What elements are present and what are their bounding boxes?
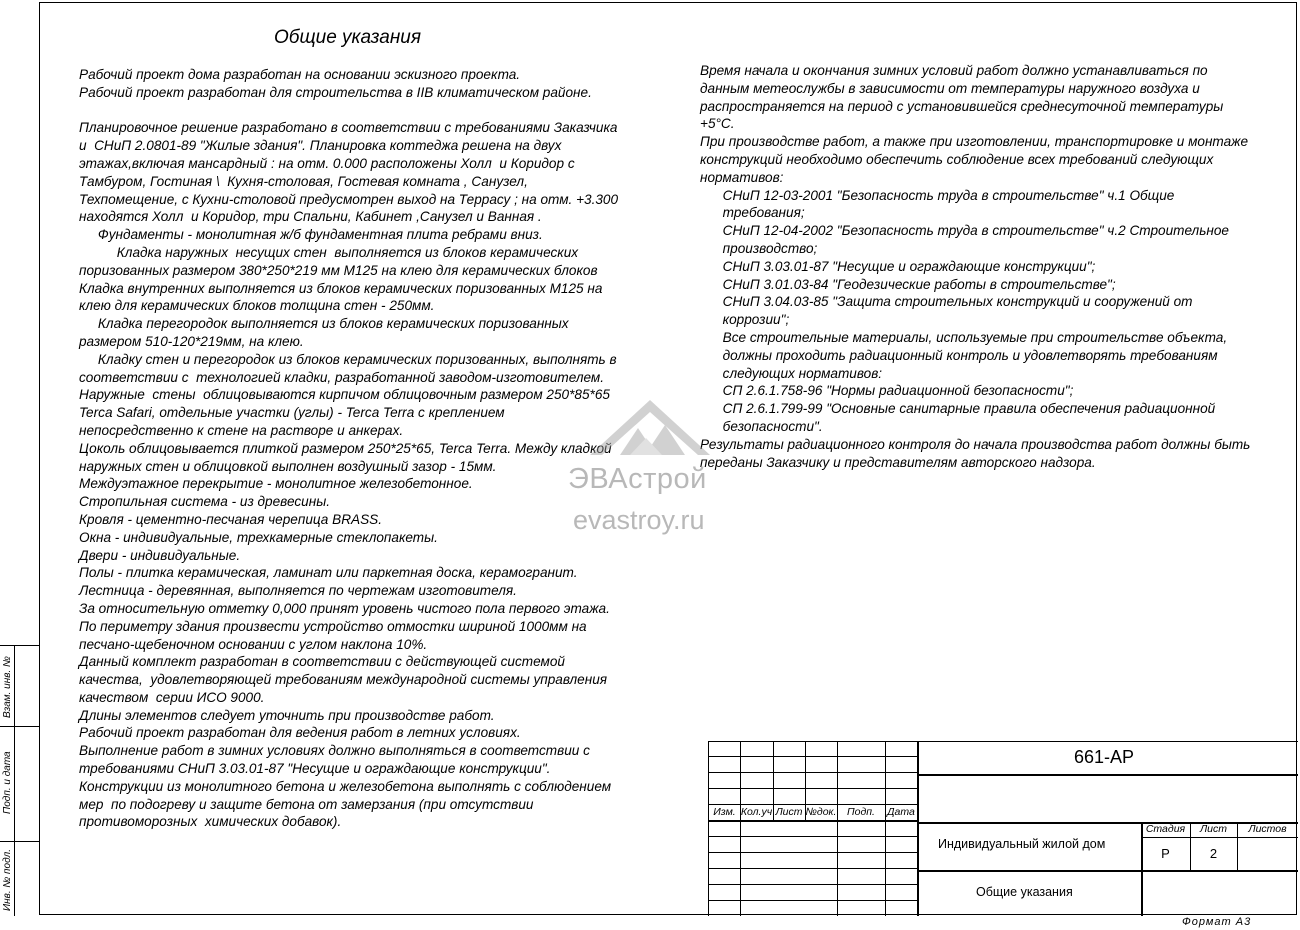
text-line: Техпомещение, с Кухни-столовой предусмотрен выход на Террасу ; на отм. +3.300 [79, 191, 619, 207]
text-line: распространяется на период с установившейся среднесуточной температуры [700, 98, 1224, 114]
text-line: переданы Заказчику и представителям авторского надзора. [700, 454, 1096, 470]
text-line: данным метеослужбы в зависимости от температуры наружного воздуха и [700, 80, 1200, 96]
format-label: Формат А3 [1182, 916, 1252, 928]
sheets-label: Листов [1248, 823, 1287, 835]
text-line: этажах,включая мансардный : на отм. 0.000 расположены Холл и Коридор с [79, 155, 575, 171]
text-line: Все строительные материалы, используемые при строительстве объекта, [700, 329, 1228, 345]
text-line: СНиП 3.03.01-87 "Несущие и ограждающие конструкции"; [700, 258, 1096, 274]
text-line: наружных стен и облицовкой выполнен воздушный зазор - 15мм. [79, 458, 497, 474]
sheet-number: 2 [1209, 846, 1218, 861]
text-line: Полы - плитка керамическая, ламинат или паркетная доска, керамогранит. [79, 565, 578, 581]
text-line: Лестница - деревянная, выполняется по чертежам изготовителя. [79, 583, 517, 599]
text-line: Стропильная система - из древесины. [79, 494, 330, 510]
side-label-inv: Инв. № подл. [2, 848, 13, 911]
text-line: конструкций необходимо обеспечить соблюдение всех требований следующих [700, 151, 1214, 167]
text-line: поризованных размером 380*250*219 мм М125 на клею для керамических блоков [79, 262, 598, 278]
text-line: нормативов: [700, 169, 784, 185]
text-line: Время начала и окончания зимних условий работ должно устанавливаться по [700, 63, 1208, 78]
text-line: Кладка перегородок выполняется из блоков керамических поризованных [79, 316, 569, 332]
stage-label: Стадия [1145, 823, 1186, 835]
header-izm: Изм. [713, 806, 736, 818]
text-line: Наружные стены облицовываются кирпичом облицовочным размером 250*85*65 [79, 387, 610, 403]
header-list: Лист [775, 806, 803, 818]
text-line: Междуэтажное перекрытие - монолитное железобетонное. [79, 476, 473, 492]
text-line: требования; [700, 205, 805, 221]
text-line: Данный комплект разработан в соответствии с действующей системой [79, 654, 565, 670]
text-line: следующих нормативов: [700, 365, 883, 381]
watermark-brand: ЭВАстрой [568, 463, 707, 495]
text-line: непосредственно к стене на растворе и анкерах. [79, 422, 404, 438]
text-line: требованиями СНиП 3.03.01-87 "Несущие и ограждающие конструкции". [79, 761, 551, 777]
text-line: песчано-щебеночном основании с углом наклона 10%. [79, 636, 428, 652]
project-code: 661-АР [1074, 747, 1135, 767]
text-line: Кровля - цементно-песчаная черепица BRASS. [79, 511, 383, 527]
text-line: Конструкции из монолитного бетона и железобетона выполнять с соблюдением [79, 778, 612, 794]
side-label-podp: Подп. и дата [2, 751, 13, 814]
header-kol-uch: Кол.уч [740, 806, 773, 818]
side-divider [0, 726, 39, 727]
header-podp: Подп. [847, 806, 875, 818]
header-data: Дата [887, 806, 915, 818]
text-line: СНиП 3.01.03-84 "Геодезические работы в строительстве"; [700, 276, 1116, 292]
text-line: безопасности". [700, 418, 823, 434]
right-text-column [700, 62, 1300, 471]
text-line: Результаты радиационного контроля до начала производства работ должны быть [700, 436, 1251, 452]
side-divider [0, 841, 39, 842]
sheet-label: Лист [1199, 823, 1228, 835]
text-line: Планировочное решение разработано в соответствии с требованиями Заказчика [79, 120, 618, 136]
text-line: СНиП 12-04-2002 "Безопасность труда в строительстве" ч.2 Строительное [700, 223, 1229, 239]
text-line: Кладка внутренних выполняется из блоков керамических поризованных М125 на [79, 280, 603, 296]
text-line: соответствии с технологией кладки, разработанной заводом-изготовителем. [79, 369, 605, 385]
text-line: коррозии"; [700, 312, 790, 328]
text-line: При производстве работ, а также при изготовлении, транспортировке и монтаже [700, 134, 1249, 150]
text-line: Фундаменты - монолитная ж/б фундаментная плита ребрами вниз. [79, 227, 543, 243]
side-label-vzam: Взам. инв. № [2, 656, 13, 718]
text-line: Цоколь облицовывается плиткой размером 250*25*65, Terca Terra. Между кладкой [79, 440, 612, 456]
text-line: Выполнение работ в зимних условиях должно выполняться в соответствии с [79, 743, 590, 759]
sheet-title: Общие указания [976, 885, 1073, 899]
text-line: Рабочий проект дома разработан на основании эскизного проекта. [79, 67, 521, 82]
text-line: и СНиП 2.0801-89 "Жилые здания". Планировка коттеджа решена на двух [79, 138, 562, 154]
text-line [79, 102, 679, 120]
object-name: Индивидуальный жилой дом [938, 837, 1106, 851]
text-line: СП 2.6.1.758-96 "Нормы радиационной безопасности"; [700, 383, 1074, 399]
text-line: противоморозных химических добавок). [79, 814, 342, 830]
text-line: По периметру здания произвести устройство отмостки шириной 1000мм на [79, 618, 587, 634]
text-line: Окна - индивидуальные, трехкамерные стеклопакеты. [79, 529, 438, 545]
text-line: СНиП 3.04.03-85 "Защита строительных конструкций и сооружений от [700, 294, 1193, 310]
text-line: должны проходить радиационный контроль и удовлетворять требованиям [700, 347, 1218, 363]
watermark-site: evastroy.ru [573, 505, 705, 535]
text-line: клею для керамических блоков толщина стен - 250мм. [79, 298, 435, 314]
text-line: производство; [700, 240, 818, 256]
text-line: Рабочий проект разработан для строительства в IIВ климатическом районе. [79, 84, 592, 100]
text-line: Длины элементов следует уточнить при производстве работ. [79, 707, 495, 723]
text-line: Двери - индивидуальные. [79, 547, 241, 563]
text-line: находятся Холл и Коридор, три Спальни, Кабинет ,Санузел и Ванная . [79, 209, 542, 225]
text-line: СП 2.6.1.799-99 "Основные санитарные правила обеспечения радиационной [700, 401, 1216, 417]
text-line: размером 510-120*219мм, на клею. [79, 333, 304, 349]
text-line: Кладку стен и перегородок из блоков керамических поризованных, выполнять в [79, 351, 617, 367]
text-line: Кладка наружных несущих стен выполняется из блоков керамических [79, 244, 579, 260]
header-doc: №док. [805, 806, 837, 818]
text-line: качеством серии ИСО 9000. [79, 689, 265, 705]
stage-value: Р [1161, 846, 1170, 861]
text-line: мер по подогреву и защите бетона от замерзания (при отсутствии [79, 796, 534, 812]
text-line: Рабочий проект разработан для ведения работ в летних условиях. [79, 725, 521, 741]
text-line: Тамбуром, Гостиная \ Кухня-столовая, Гостевая комната , Санузел, [79, 173, 528, 189]
text-line: СНиП 12-03-2001 "Безопасность труда в строительстве" ч.1 Общие [700, 187, 1175, 203]
text-line: качества, удовлетворяющей требованиям международной системы управления [79, 672, 608, 688]
page-title: Общие указания [274, 27, 422, 48]
text-line: За относительную отметку 0,000 принят уровень чистого пола первого этажа. [79, 600, 610, 616]
side-strip [0, 645, 39, 916]
text-line: +5°С. [700, 116, 735, 132]
text-line: Terca Safari, отдельные участки (углы) - Terca Terra с креплением [79, 405, 505, 421]
